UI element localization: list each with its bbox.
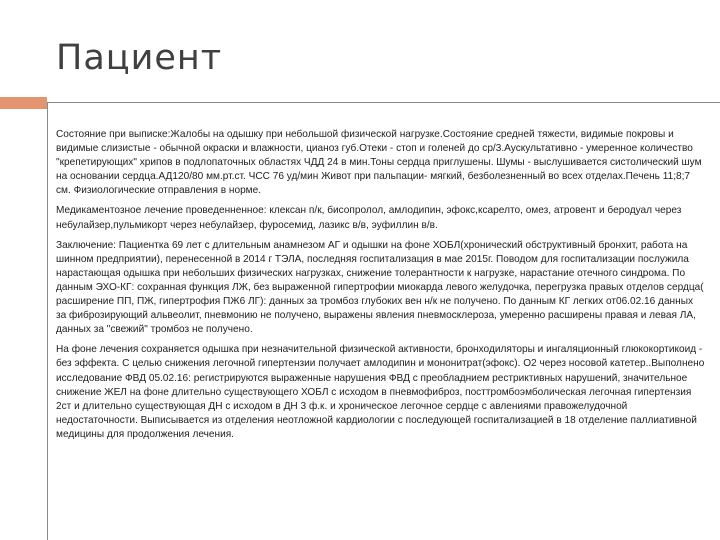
treatment-outcome-paragraph: На фоне лечения сохраняется одышка при незначительной физической активности, бронходиляторы и ингаляционный глюкокортикоид - без эффекта. С целью снижения легочной гипертензии получает амлодипин и мононитрат(эфокс). О2 через носовой катетер..Выполнено исследование ФВД 05.02.16: регистрируются выраженные нарушения ФВД с преобладнием рестриктивных нарушений, значительное снижение ЖЕЛ на фоне длительно существующего ХОБЛ с исходом в пневмофиброз, посттромбоэмболическая легочная гипертензия 2ст и длительно существующая ДН с исходом в ДН 3 ф.к. и хроническое легочное сердце с авлениями правожелудочной недостаточности. Выписывается из отделения неотложной кардиологии с последующей госпитализацией в 18 отделение паллиативной медицины для продолжения лечения. [56,344,705,440]
horizontal-divider [47,102,720,103]
vertical-divider [47,102,48,540]
discharge-status-paragraph: Состояние при выписке:Жалобы на одышку при небольшой физической нагрузке.Состояние средней тяжести, видимые покровы и видимые слизистые - обычной окраски и влажности, цианоз губ.Отеки - стоп и голеней до ср/3.Аускультативно - умеренное количество "крепетирующих" хрипов в подлопаточных областях ЧДД 24 в мин.Тоны сердца приглушены. Шумы - выслушивается систолический шум на основании сердца.АД120/80 мм.рт.ст. ЧСС 76 уд/мин Живот при пальпации- мягкий, безболезненный во всех отделах.Печень 11;8;7 см. Физиологические отправления в норме. [56,129,702,197]
slide-body [56,128,706,448]
medication-paragraph: Медикаментозное лечение проведенненное: клексан п/к, бисопролол, амлодипин, эфокс,ксарелто, омез, атровент и беродуал через небулайзер,пульмикорт через небулайзер, фуросемид, лазикс в/в, эуфиллин в/в. [56,205,682,231]
accent-square [0,97,47,109]
slide-title: Пациент [56,38,223,78]
conclusion-paragraph: Заключение: Пациентка 69 лет с длительным анамнезом АГ и одышки на фоне ХОБЛ(хронический обструктивный бронхит, работа на шинном предприятии), перенесенной в 2014 г ТЭЛА, последняя госпитализация в мае 2015г. Поводом для госпитализации послужила нарастающая одышка при небольших физических нагрузках, снижение толерантности к нагрузке, нарастание отечного синдрома. По данным ЭХО-КГ: сохранная функция ЛЖ, без выраженной гипертрофии миокарда левого желудочка, перегрузка правых отделов сердца( расширение ПП, ПЖ, гипертрофия ПЖ6 ЛГ): данных за тромбоз глубоких вен н/к не получено. По данным КГ легких от06.02.16 данных за фиброзирующий альвеолит, пневмонию не получено, выражены явления пневмосклероза, умеренно расширены правая и левая ЛА, данных за "свежий" тромбоз не получено. [56,239,704,336]
